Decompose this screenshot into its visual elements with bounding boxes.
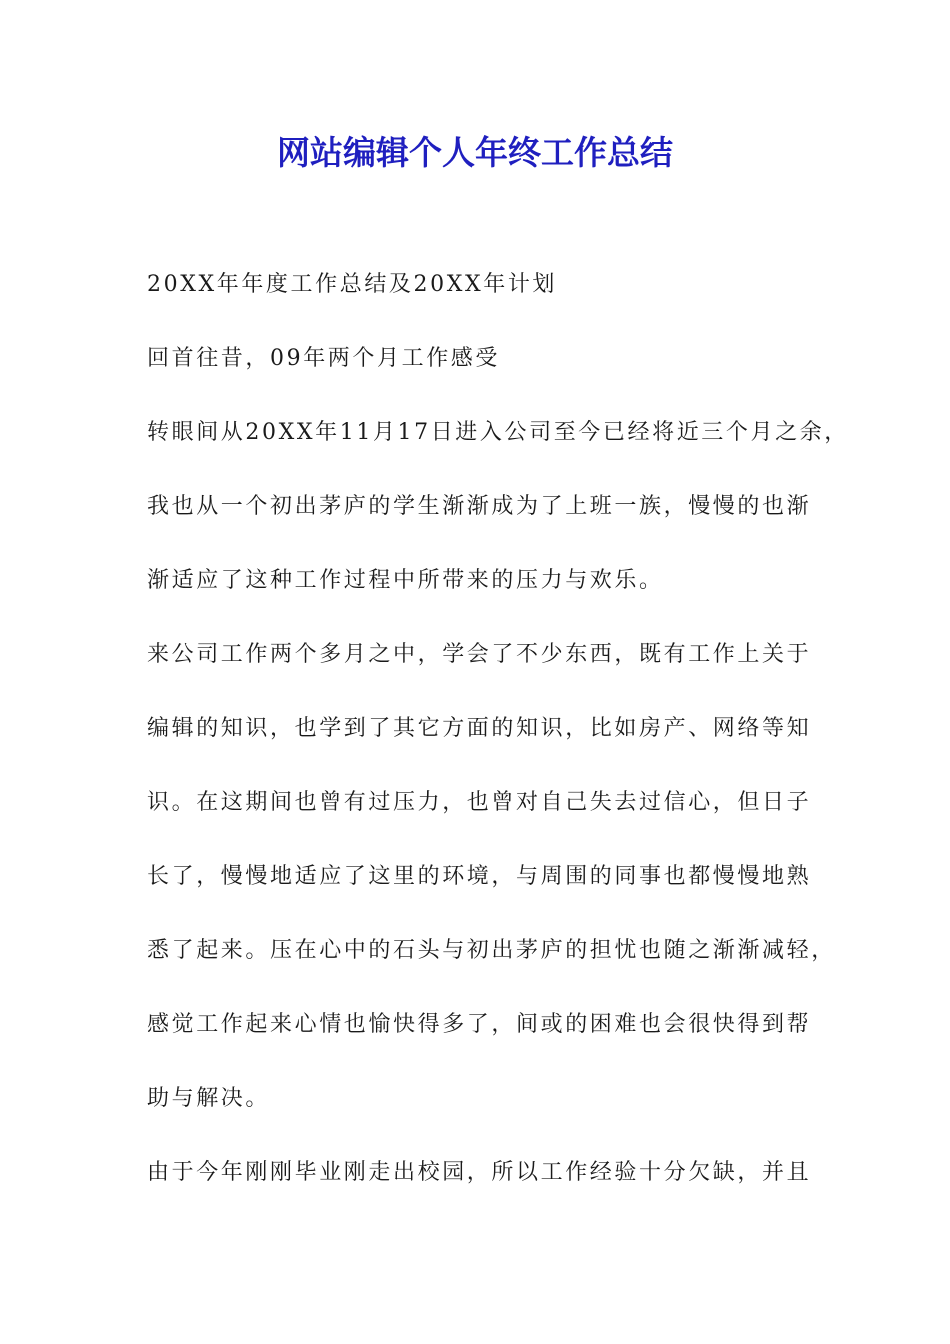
- text-line: 长了，慢慢地适应了这里的环境，与周围的同事也都慢慢地熟: [147, 864, 812, 889]
- document-body: [147, 260, 849, 1198]
- text-line: 我也从一个初出茅庐的学生渐渐成为了上班一族，慢慢的也渐: [147, 494, 812, 519]
- text-line: 20XX年年度工作总结及20XX年计划: [147, 272, 558, 297]
- text-line: 转眼间从20XX年11月17日进入公司至今已经将近三个月之余，: [147, 420, 849, 445]
- text-line: 由于今年刚刚毕业刚走出校园，所以工作经验十分欠缺，并且: [147, 1160, 812, 1185]
- text-line: 回首往昔，09年两个月工作感受: [147, 346, 500, 371]
- text-line: 编辑的知识，也学到了其它方面的知识，比如房产、网络等知: [147, 716, 812, 741]
- text-line: 助与解决。: [147, 1086, 271, 1111]
- text-line: 来公司工作两个多月之中，学会了不少东西，既有工作上关于: [147, 642, 812, 667]
- text-line: 识。在这期间也曾有过压力，也曾对自己失去过信心，但日子: [147, 790, 812, 815]
- text-line: 渐适应了这种工作过程中所带来的压力与欢乐。: [147, 568, 664, 593]
- text-line: 感觉工作起来心情也愉快得多了，间或的困难也会很快得到帮: [147, 1012, 812, 1037]
- document-title: 网站编辑个人年终工作总结: [277, 133, 673, 172]
- text-line: 悉了起来。压在心中的石头与初出茅庐的担忧也随之渐渐减轻，: [147, 938, 836, 963]
